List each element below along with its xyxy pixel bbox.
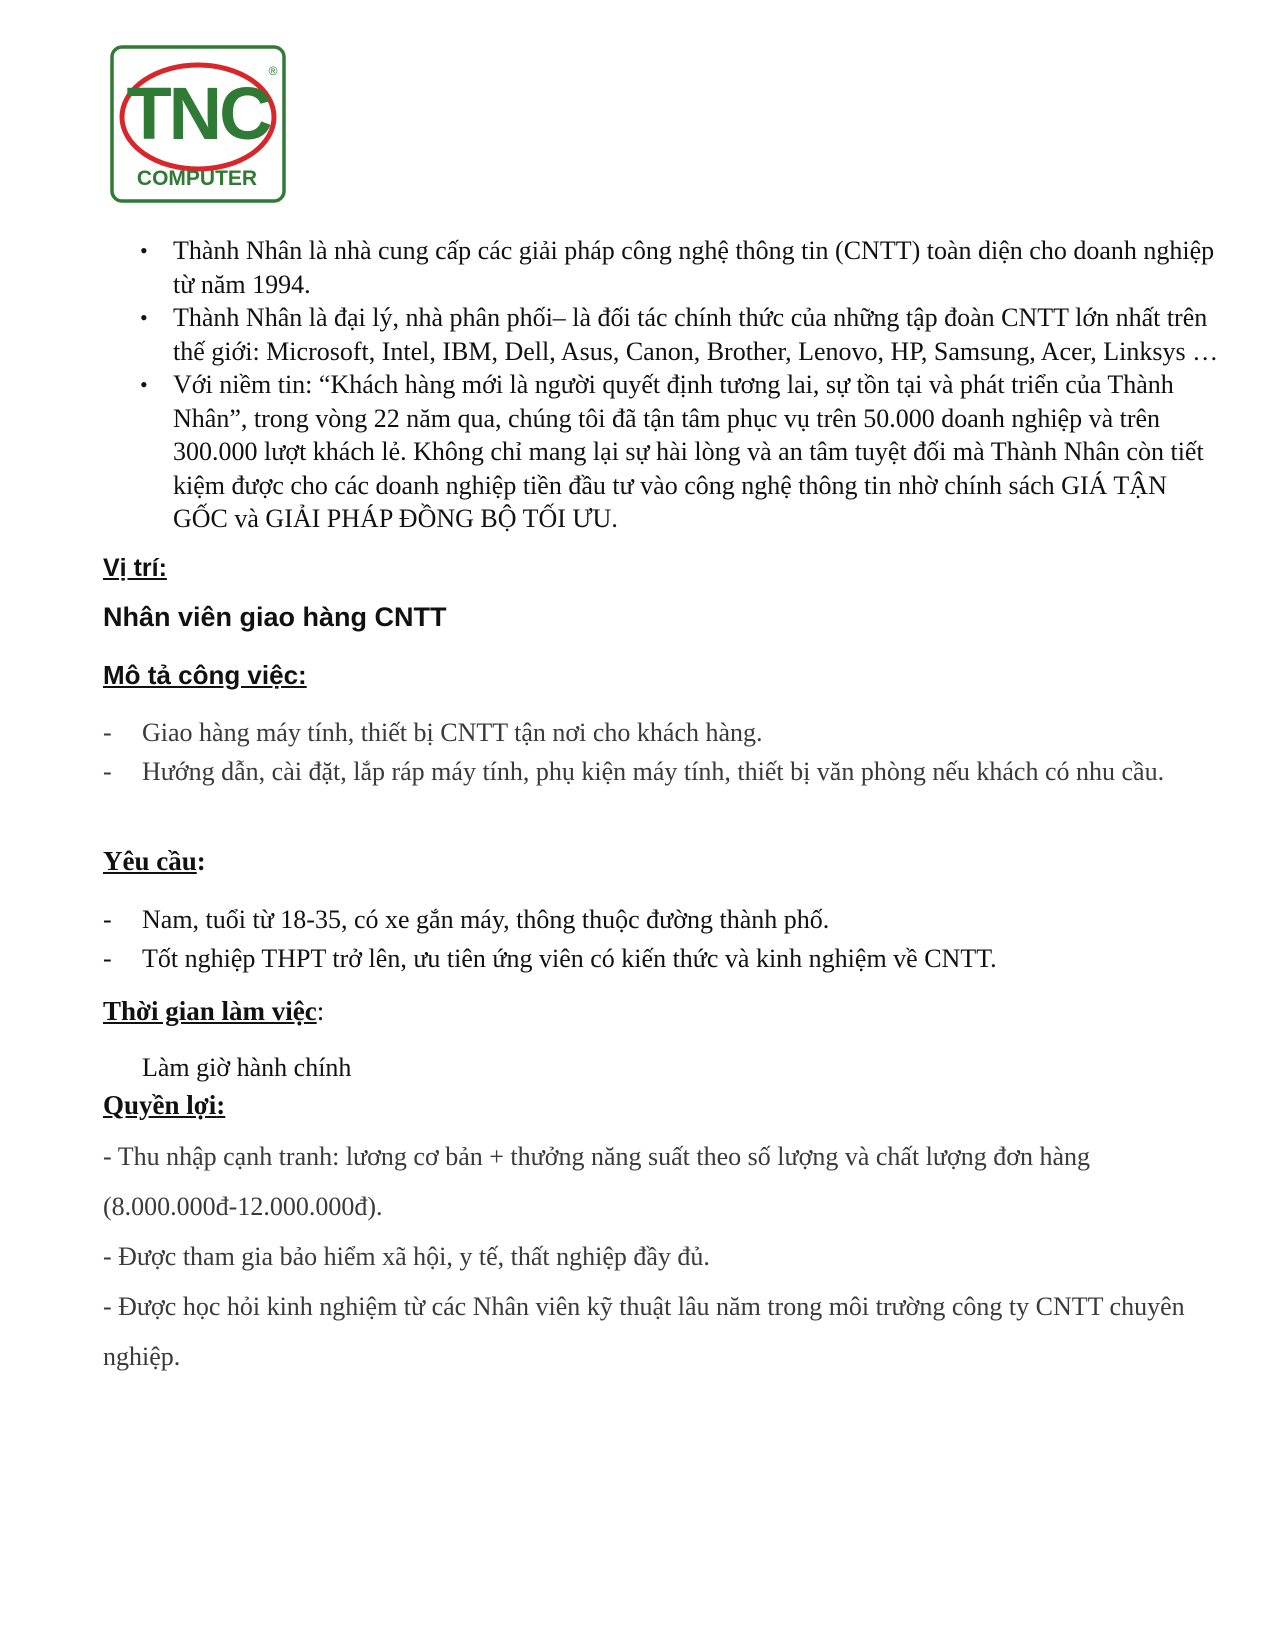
requirement-item: - Nam, tuổi từ 18-35, có xe gắn máy, thông thuộc đường thành phố. — [103, 903, 1223, 937]
benefit-item: - Thu nhập cạnh tranh: lương cơ bản + thưởng năng suất theo số lượng và chất lượng đơn hàng (8.000.000đ-12.000.000đ). — [103, 1142, 1091, 1221]
position-heading: Vị trí: — [103, 554, 167, 582]
working-hours-value: Làm giờ hành chính — [142, 1053, 352, 1082]
description-item: - Hướng dẫn, cài đặt, lắp ráp máy tính, phụ kiện máy tính, thiết bị văn phòng nếu khách có nhu cầu. — [103, 755, 1223, 789]
intro-bullet: • Thành Nhân là nhà cung cấp các giải pháp công nghệ thông tin (CNTT) toàn diện cho doanh nghiệp từ năm 1994. — [140, 234, 1225, 301]
benefit-item: - Được học hỏi kinh nghiệm từ các Nhân viên kỹ thuật lâu năm trong môi trường công ty CNTT chuyên nghiệp. — [103, 1292, 1185, 1371]
requirements-heading — [103, 846, 206, 877]
description-item: - Giao hàng máy tính, thiết bị CNTT tận nơi cho khách hàng. — [103, 716, 1223, 750]
logo-letters: TNC — [126, 72, 270, 155]
description-heading: Mô tả công việc: — [103, 660, 307, 690]
description-list — [103, 716, 1223, 793]
requirements-heading-colon: : — [196, 846, 206, 876]
benefits-list — [103, 1132, 1233, 1382]
company-logo — [110, 45, 288, 205]
working-hours-heading — [103, 996, 324, 1027]
working-hours-heading-colon: : — [316, 996, 325, 1026]
tnc-computer-logo-icon — [110, 45, 288, 205]
requirement-item: - Tốt nghiệp THPT trở lên, ưu tiên ứng viên có kiến thức và kinh nghiệm về CNTT. — [103, 942, 1223, 976]
registered-mark: ® — [268, 64, 278, 78]
benefits-heading-text: Quyền lợi — [103, 1090, 217, 1120]
intro-bullet: • Với niềm tin: “Khách hàng mới là người quyết định tương lai, sự tồn tại và phát triển của Thành Nhân”, trong vòng 22 năm qua, chúng tôi đã tận tâm phục vụ trên 50.000 doanh nghiệp và trên 300.000 lượt khách lẻ. Không chỉ mang lại sự hài lòng và an tâm tuyệt đối mà Thành Nhân còn tiết kiệm được cho các doanh nghiệp tiền đầu tư vào công nghệ thông tin nhờ chính sách GIÁ TẬN GỐC và GIẢI PHÁP ĐỒNG BỘ TỐI ƯU. — [140, 368, 1225, 536]
company-intro-list — [140, 234, 1225, 536]
benefits-heading — [103, 1090, 225, 1121]
benefit-item: - Được tham gia bảo hiểm xã hội, y tế, thất nghiệp đầy đủ. — [103, 1242, 710, 1271]
requirements-list — [103, 903, 1223, 980]
benefits-heading-colon: : — [216, 1090, 226, 1120]
logo-subtitle: COMPUTER — [136, 167, 258, 190]
requirements-heading-text: Yêu cầu — [103, 846, 197, 876]
intro-bullet: • Thành Nhân là đại lý, nhà phân phối– là đối tác chính thức của những tập đoàn CNTT lớn nhất trên thế giới: Microsoft, Intel, IBM, Dell, Asus, Canon, Brother, Lenovo, HP, Samsung, Acer, Linksys … — [140, 301, 1225, 368]
working-hours-heading-text: Thời gian làm việc — [103, 996, 317, 1026]
job-title: Nhân viên giao hàng CNTT — [103, 602, 447, 632]
